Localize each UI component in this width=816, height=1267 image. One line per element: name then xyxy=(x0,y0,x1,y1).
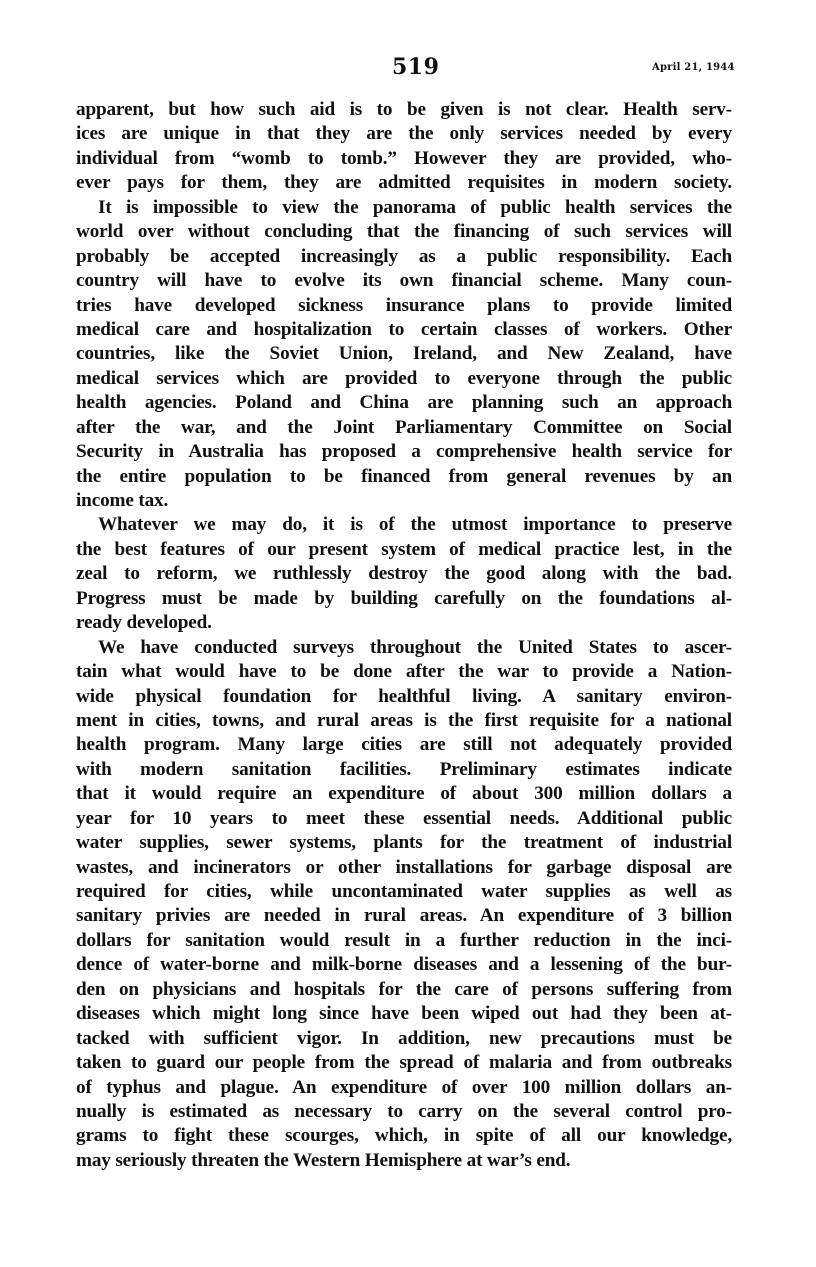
paragraph-4 xyxy=(76,636,732,1174)
text-line: tacked with sufficient vigor. In addition, new precautions must be xyxy=(76,1027,732,1049)
text-line: with modern sanitation facilities. Preliminary estimates indicate xyxy=(76,758,732,780)
text-line: diseases which might long since have been wiped out had they been at- xyxy=(76,1003,732,1025)
text-line: apparent, but how such aid is to be given is not clear. Health serv- xyxy=(76,99,732,120)
text-line: of typhus and plague. An expenditure of over 100 million dollars an- xyxy=(76,1076,732,1098)
paragraph-3 xyxy=(76,513,732,635)
page-number: 519 xyxy=(392,54,440,80)
text-line: country will have to evolve its own financial scheme. Many coun- xyxy=(76,270,732,292)
text-line: dollars for sanitation would result in a further reduction in the inci- xyxy=(76,929,732,951)
text-line: medical care and hospitalization to certain classes of workers. Other xyxy=(76,318,732,340)
text-line: medical services which are provided to everyone through the public xyxy=(76,367,732,389)
text-line: Security in Australia has proposed a comprehensive health service for xyxy=(76,441,732,463)
text-line: den on physicians and hospitals for the care of persons suffering from xyxy=(76,978,732,1000)
text-line: It is impossible to view the panorama of public health services the xyxy=(98,196,732,218)
text-line: ices are unique in that they are the only services needed by every xyxy=(76,123,732,145)
issue-date: April 21, 1944 xyxy=(652,62,735,73)
text-line: taken to guard our people from the spread of malaria and from outbreaks xyxy=(76,1052,732,1074)
paragraph-1 xyxy=(76,98,732,196)
article-body xyxy=(76,98,732,1173)
text-line: wide physical foundation for healthful living. A sanitary environ- xyxy=(76,685,732,707)
text-line: We have conducted surveys throughout the United States to ascer- xyxy=(98,636,732,658)
text-line: dence of water-borne and milk-borne diseases and a lessening of the bur- xyxy=(76,954,732,976)
text-line: sanitary privies are needed in rural areas. An expenditure of 3 billion xyxy=(76,905,732,927)
text-line: the best features of our present system of medical practice lest, in the xyxy=(76,538,732,560)
text-line: may seriously threaten the Western Hemisphere at war’s end. xyxy=(76,1149,571,1171)
text-line: Whatever we may do, it is of the utmost importance to preserve xyxy=(98,514,732,536)
text-line: the entire population to be financed from general revenues by an xyxy=(76,465,732,487)
text-line: tries have developed sickness insurance plans to provide limited xyxy=(76,294,732,316)
text-line: Progress must be made by building carefully on the foundations al- xyxy=(76,587,732,609)
text-line: health agencies. Poland and China are planning such an approach xyxy=(76,392,732,414)
text-line: world over without concluding that the financing of such services will xyxy=(76,221,732,243)
text-line: ment in cities, towns, and rural areas is the first requisite for a national xyxy=(76,709,732,731)
text-line: required for cities, while uncontaminated water supplies as well as xyxy=(76,881,732,902)
text-line: ready developed. xyxy=(76,612,212,634)
text-line: after the war, and the Joint Parliamentary Committee on Social xyxy=(76,416,732,438)
text-line: year for 10 years to meet these essential needs. Additional public xyxy=(76,807,732,829)
text-line: ever pays for them, they are admitted requisites in modern society. xyxy=(76,172,732,194)
text-line: individual from “womb to tomb.” However they are provided, who- xyxy=(76,147,732,169)
text-line: zeal to reform, we ruthlessly destroy the good along with the bad. xyxy=(76,563,732,585)
text-line: nually is estimated as necessary to carry on the several control pro- xyxy=(76,1100,732,1122)
text-line: water supplies, sewer systems, plants for the treatment of industrial xyxy=(76,832,732,854)
text-line: probably be accepted increasingly as a public responsibility. Each xyxy=(76,245,732,267)
text-line: income tax. xyxy=(76,490,169,511)
page-header xyxy=(0,50,816,84)
text-line: that it would require an expenditure of about 300 million dollars a xyxy=(76,783,732,805)
text-line: health program. Many large cities are still not adequately provided xyxy=(76,734,732,756)
text-line: grams to fight these scourges, which, in spite of all our knowledge, xyxy=(76,1125,732,1147)
text-line: tain what would have to be done after the war to provide a Nation- xyxy=(76,661,732,683)
text-line: wastes, and incinerators or other installations for garbage disposal are xyxy=(76,856,732,878)
text-line: countries, like the Soviet Union, Ireland, and New Zealand, have xyxy=(76,343,732,365)
paragraph-2 xyxy=(76,196,732,514)
